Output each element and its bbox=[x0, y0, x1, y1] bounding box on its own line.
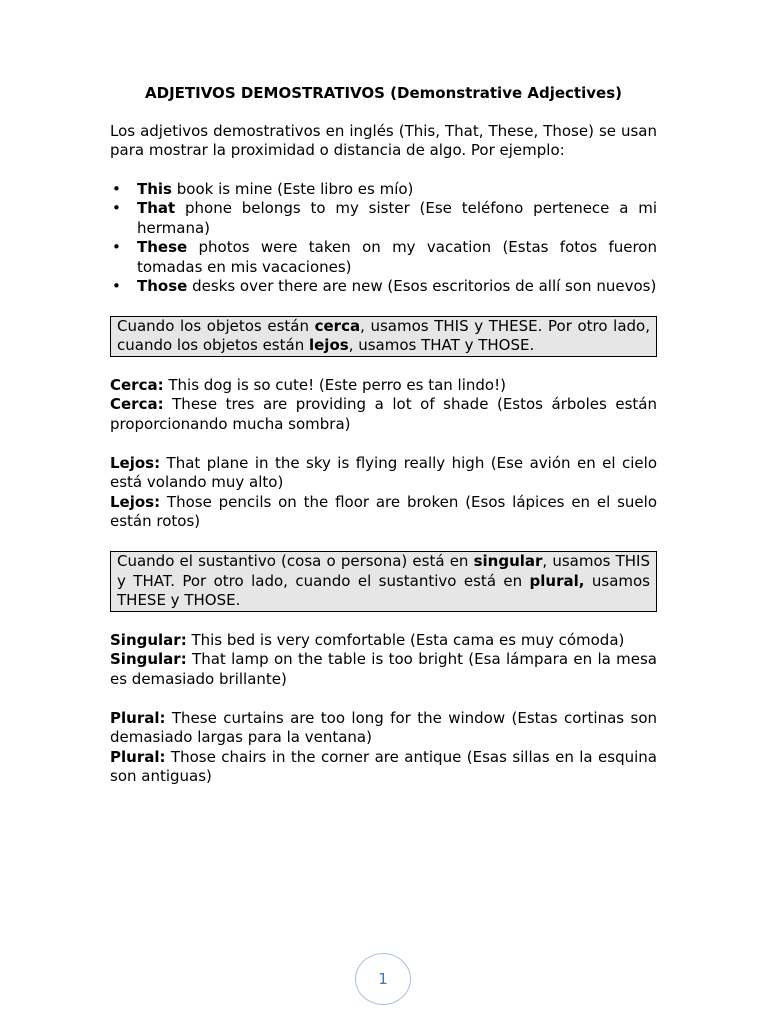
example-sentence bbox=[110, 709, 657, 748]
adjective-word: That bbox=[137, 199, 176, 217]
rule-keyword: cerca bbox=[314, 316, 361, 335]
intro-paragraph: Los adjetivos demostrativos en inglés (This, That, These, Those) se usan para mostrar la proximidad o distancia de algo. Por ejemplo: bbox=[110, 121, 657, 159]
document-title: ADJETIVOS DEMOSTRATIVOS (Demonstrative Adjectives) bbox=[145, 84, 622, 102]
example-text: phone belongs to my sister (Ese teléfono pertenece a mi hermana) bbox=[137, 199, 657, 237]
rule-box-number bbox=[110, 551, 657, 612]
example-label: Cerca: bbox=[110, 395, 164, 413]
page-number: 1 bbox=[355, 953, 411, 1005]
rule-keyword: plural, bbox=[529, 571, 585, 590]
example-sentence bbox=[110, 376, 657, 396]
example-text: This bed is very comfortable (Esta cama es muy cómoda) bbox=[186, 630, 625, 649]
rule-keyword: singular bbox=[473, 552, 543, 570]
example-label: Plural: bbox=[110, 708, 166, 727]
example-label: Cerca: bbox=[110, 375, 164, 394]
example-sentence bbox=[110, 493, 657, 532]
example-label: Lejos: bbox=[110, 492, 161, 511]
rule-text: usamos THESE y THOSE. bbox=[117, 571, 650, 609]
example-label: Lejos: bbox=[110, 453, 161, 472]
example-text: This dog is so cute! (Este perro es tan lindo!) bbox=[163, 375, 506, 394]
example-sentence bbox=[110, 748, 657, 787]
example-label: Plural: bbox=[110, 747, 166, 766]
example-text: Those chairs in the corner are antique (Esas sillas en la esquina son antiguas) bbox=[110, 747, 657, 785]
example-text: These tres are providing a lot of shade (Estos árboles están proporcionando mucha sombra) bbox=[110, 395, 657, 433]
example-sentence bbox=[110, 631, 657, 651]
list-item bbox=[110, 277, 657, 297]
rule-keyword: lejos bbox=[308, 336, 349, 354]
example-label: Singular: bbox=[110, 630, 187, 649]
bullet-icon: • bbox=[112, 199, 121, 217]
bullet-icon: • bbox=[112, 277, 121, 295]
example-text: Those pencils on the floor are broken (Esos lápices en el suelo están rotos) bbox=[110, 492, 657, 530]
example-sentence bbox=[110, 454, 657, 493]
example-list bbox=[110, 180, 657, 297]
example-text: That lamp on the table is too bright (Esa lámpara en la mesa es demasiado brillante) bbox=[110, 650, 657, 688]
singular-examples bbox=[110, 631, 657, 690]
rule-text: , usamos THIS y THAT. Por otro lado, cuando el sustantivo está en bbox=[117, 552, 650, 590]
lejos-examples bbox=[110, 454, 657, 532]
cerca-examples bbox=[110, 376, 657, 435]
rule-text: , usamos THAT y THOSE. bbox=[348, 336, 535, 354]
rule-text: Cuando el sustantivo (cosa o persona) está en bbox=[117, 552, 474, 570]
rule-box-distance bbox=[110, 316, 657, 357]
example-text: book is mine (Este libro es mío) bbox=[171, 179, 414, 198]
example-sentence bbox=[110, 650, 657, 689]
example-label: Singular: bbox=[110, 650, 187, 668]
rule-text: , usamos THIS y THESE. Por otro lado, cuando los objetos están bbox=[117, 316, 651, 354]
example-text: These curtains are too long for the window (Estas cortinas son demasiado largas para la ventana) bbox=[110, 708, 657, 746]
bullet-icon: • bbox=[112, 179, 121, 198]
adjective-word: This bbox=[137, 179, 172, 198]
example-text: That plane in the sky is flying really high (Ese avión en el cielo está volando muy alto) bbox=[110, 453, 657, 491]
adjective-word: Those bbox=[137, 277, 188, 295]
document-page bbox=[110, 84, 657, 806]
list-item bbox=[110, 180, 657, 200]
example-text: photos were taken on my vacation (Estas fotos fueron tomadas en mis vacaciones) bbox=[137, 238, 657, 276]
list-item bbox=[110, 199, 657, 238]
plural-examples bbox=[110, 709, 657, 787]
example-text: desks over there are new (Esos escritorios de allí son nuevos) bbox=[187, 277, 657, 295]
rule-text: Cuando los objetos están bbox=[117, 316, 315, 335]
example-sentence bbox=[110, 395, 657, 434]
adjective-word: These bbox=[137, 238, 188, 256]
bullet-icon: • bbox=[112, 238, 121, 256]
list-item bbox=[110, 238, 657, 277]
